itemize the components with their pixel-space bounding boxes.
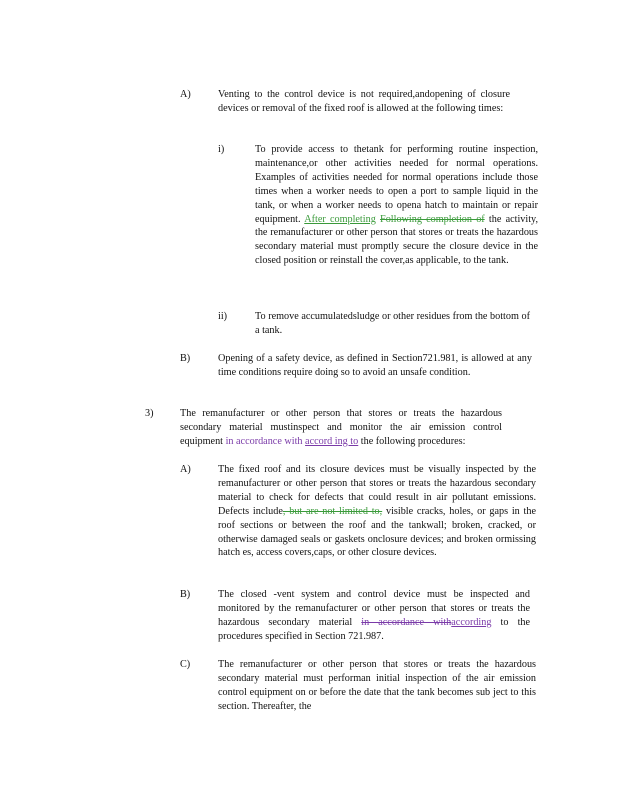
text-before: The remanufacturer or other person that stores or treats the hazardous secondary material mustinspect and monitor the air emission control equipment	[180, 408, 502, 447]
text-before: To provide access to thetank for performing routine inspection, maintenance,or other activities needed for normal operations. Examples of activities needed for normal operations include those times when a worker needs to open a port to sample liquid in the tank, or when a worker needs to opena hatch to maintain or repair equipment.	[255, 144, 538, 225]
text-before: The closed -vent system and control device must be inspected and monitored by the remanufacturer or other person that stores or treats the hazardous secondary material	[218, 589, 530, 628]
paragraph-safety-device-text: Opening of a safety device, as defined in Section721.981, is allowed at any time conditions require doing so to avoid an unsafe condition.	[218, 353, 532, 378]
item-label-ii: ii)	[218, 311, 228, 322]
item-label-a: A)	[180, 89, 191, 100]
paragraph-remove-sludge-text: To remove accumulatedsludge or other residues from the bottom of a tank.	[255, 311, 530, 336]
deleted-text: in accordance with	[361, 616, 452, 628]
inserted-text: according	[451, 616, 492, 628]
item-label-b-vent: B)	[180, 589, 191, 600]
item-label-a-roof: A)	[180, 464, 191, 475]
paragraph-closed-vent-text	[218, 588, 530, 644]
inserted-text: accord ing to	[305, 435, 359, 447]
item-label-3: 3)	[145, 408, 154, 419]
text-after: visible cracks, holes, or gaps in the roof sections or between the roof and the tankwall; broken, cracked, or otherwise damaged seals or gaskets onclosure devices; and broken ormissing hatch es, access covers,caps, or other closure devices.	[218, 505, 536, 559]
paragraph-closed-vent	[218, 588, 530, 644]
paragraph-venting-text: Venting to the control device is not required,andopening of closure devices or removal of the fixed roof is allowed at the following times:	[218, 89, 510, 114]
item-label-b: B)	[180, 353, 191, 364]
paragraph-venting	[218, 88, 510, 116]
text-after: the activity, the remanufacturer or other person that stores or treats the hazardous secondary material must promptly secure the closure device in the closed position or reinstall the cover,as applicable, to the tank.	[255, 213, 539, 267]
revised-text: in accordance with	[225, 435, 303, 447]
paragraph-inspection-access-text	[255, 143, 538, 268]
item-label-c: C)	[180, 659, 191, 670]
paragraph-fixed-roof-text	[218, 463, 536, 560]
paragraph-remove-sludge	[255, 310, 530, 338]
text-before: The fixed roof and its closure devices must be visually inspected by the remanufacturer or other person that stores or treats the hazardous secondary material to check for defects that could result in air pollutant emissions. Defects include	[218, 464, 536, 517]
paragraph-inspection-access	[255, 143, 538, 268]
paragraph-inspect-monitor	[180, 407, 502, 449]
deleted-text: , but are not limited to,	[282, 505, 383, 517]
paragraph-initial-inspection	[218, 658, 536, 714]
deleted-text: Following completion of	[380, 213, 485, 225]
paragraph-initial-inspection-text: The remanufacturer or other person that stores or treats the hazardous secondary material must performan initial inspection of the air emission control equipment on or before the date that the tank becomes sub ject to this section. Thereafter, the	[218, 659, 536, 712]
paragraph-inspect-monitor-text	[180, 407, 502, 449]
item-label-i: i)	[218, 144, 225, 155]
paragraph-fixed-roof	[218, 463, 536, 560]
inserted-text: After completing	[304, 213, 376, 225]
text-after: the following procedures:	[360, 435, 466, 447]
text-after: to the procedures specified in Section 721.987.	[218, 616, 531, 642]
paragraph-safety-device	[218, 352, 532, 380]
